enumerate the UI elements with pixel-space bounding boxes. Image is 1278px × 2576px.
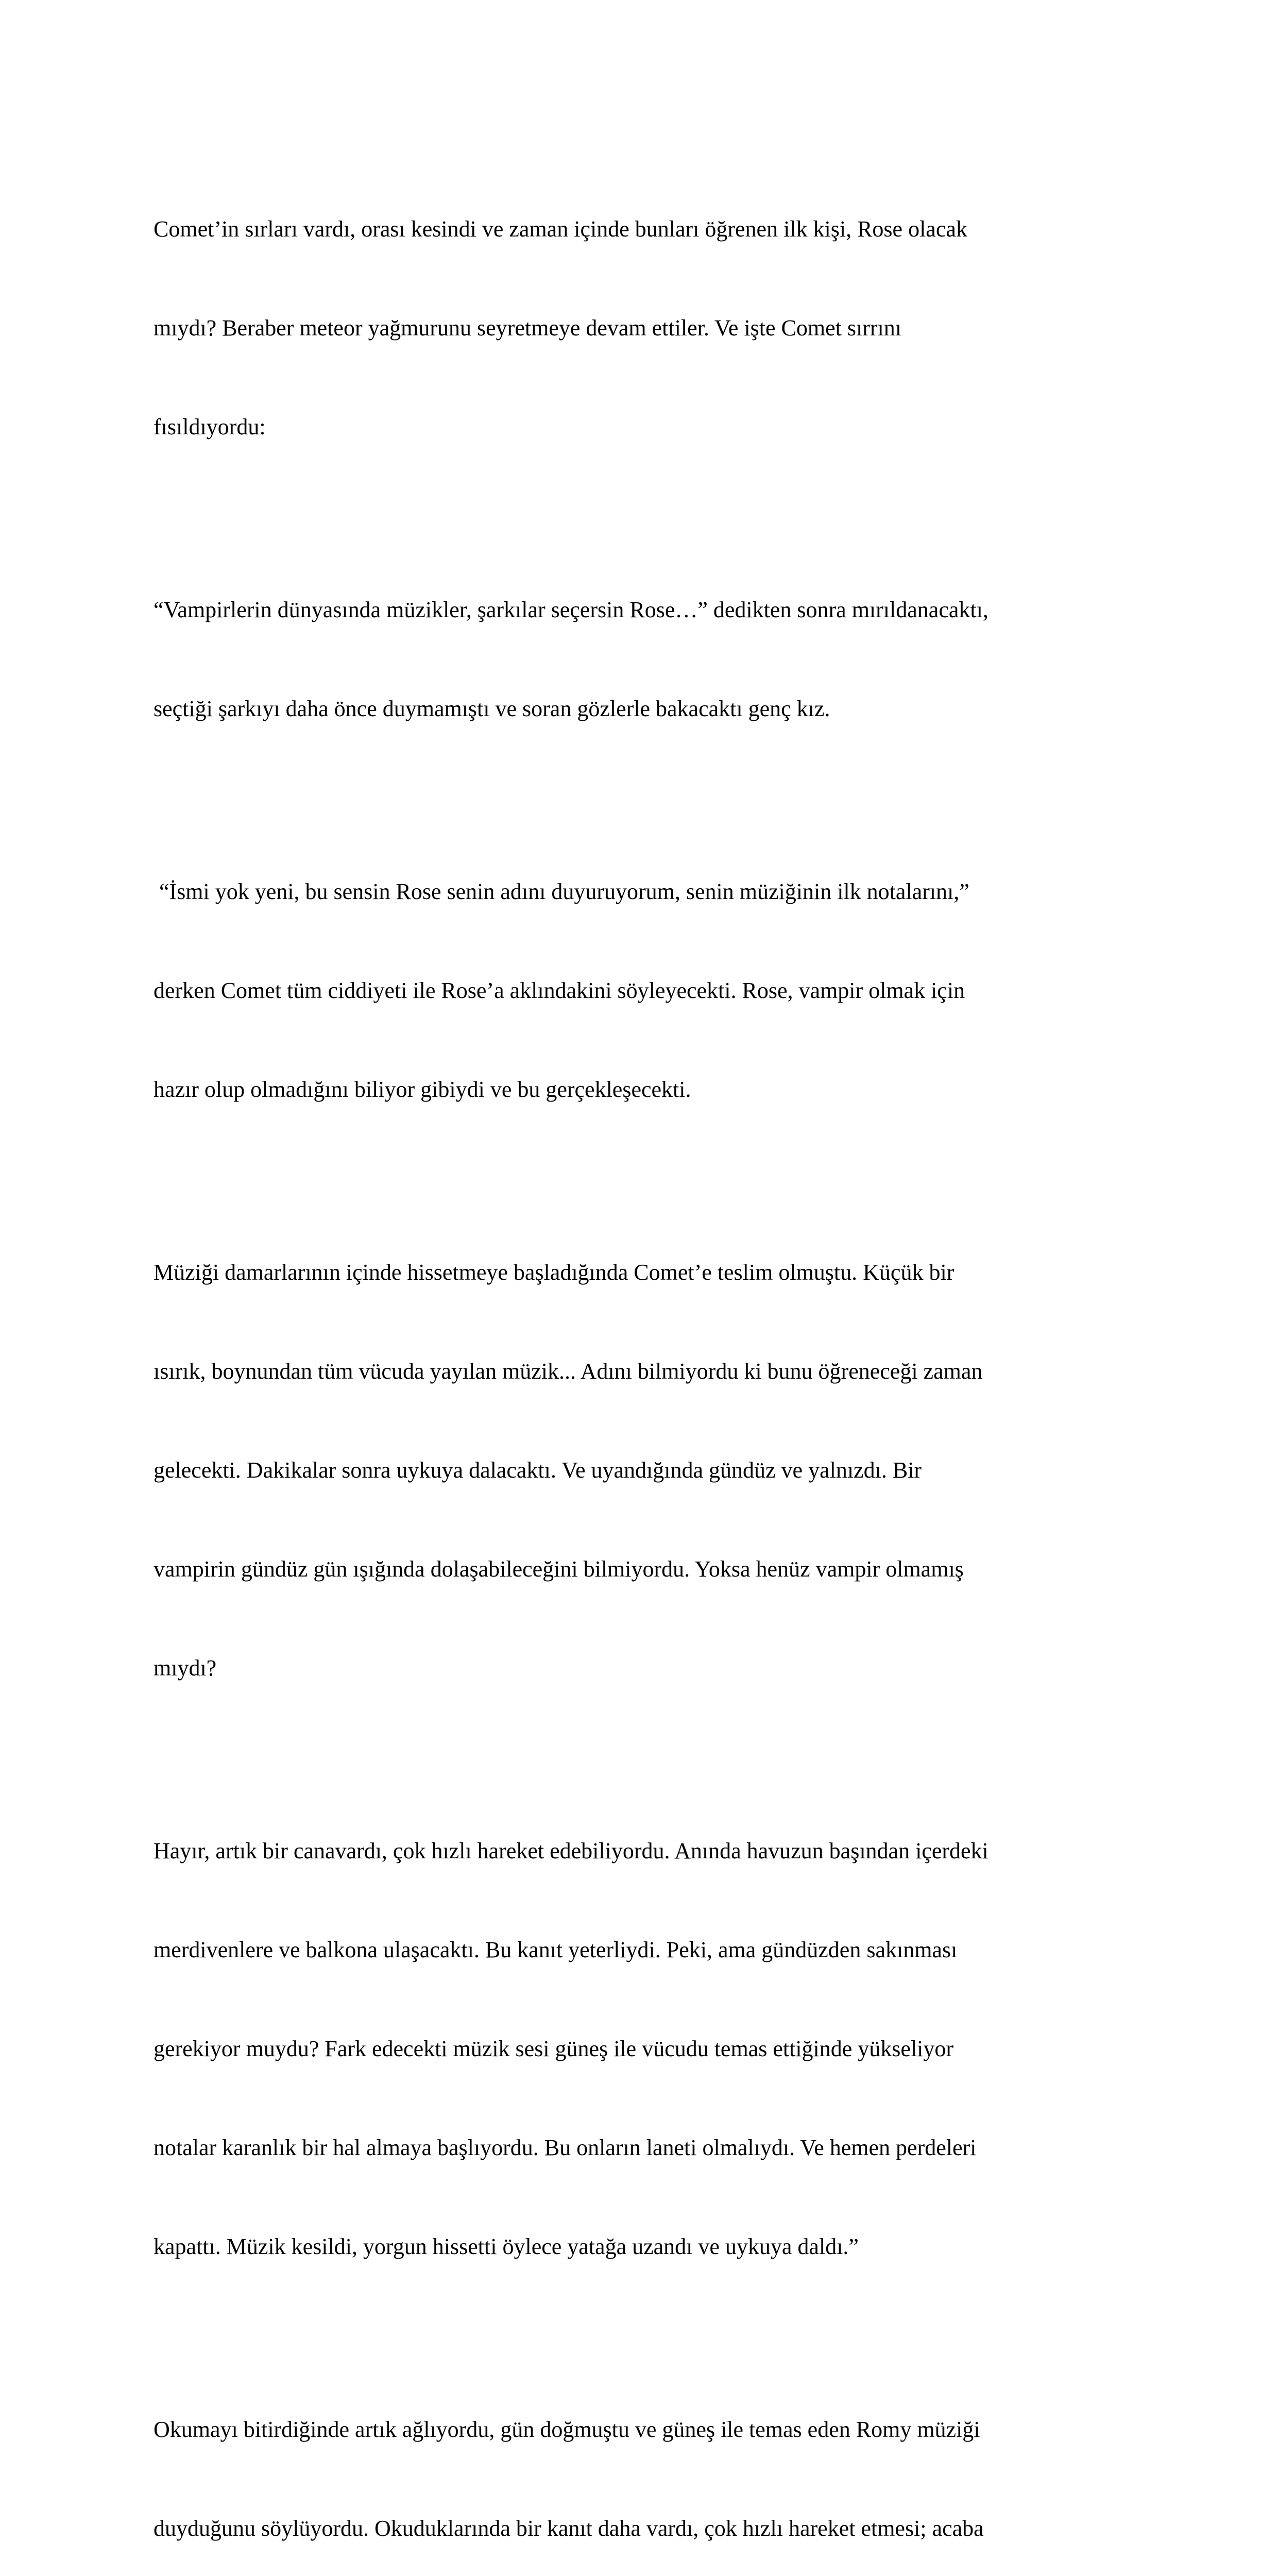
text-line: ısırık, boynundan tüm vücuda yayılan müzik... Adını bilmiyordu ki bunu öğreneceği zaman [154, 1359, 983, 1384]
paragraph [154, 809, 1163, 1172]
text-line: kapattı. Müzik kesildi, yorgun hissetti öylece yatağa uzandı ve uykuya daldı.” [154, 2234, 859, 2259]
text-line: duyduğunu söylüyordu. Okuduklarında bir kanıt daha vardı, çok hızlı hareket etmesi; acaba [154, 2516, 984, 2541]
text-line: gerekiyor muydu? Fark edecekti müzik sesi güneş ile vücudu temas ettiğinde yükseliyor [154, 2036, 954, 2061]
text-line: gelecekti. Dakikalar sonra uykuya dalacaktı. Ve uyandığında gündüz ve yalnızdı. Bir [154, 1458, 922, 1483]
text-line: hazır olup olmadığını biliyor gibiydi ve bu gerçekleşecekti. [154, 1077, 691, 1102]
paragraph [154, 1769, 1163, 2329]
text-line: “İsmi yok yeni, bu sensin Rose senin adını duyuruyorum, senin müziğinin ilk notalarını,” [154, 879, 969, 904]
text-line: Müziği damarlarının içinde hissetmeye başladığında Comet’e teslim olmuştu. Küçük bir [154, 1260, 955, 1285]
text-line: Comet’in sırları vardı, orası kesindi ve zaman içinde bunları öğrenen ilk kişi, Rose olacak [154, 216, 967, 242]
text-line: mıydı? Beraber meteor yağmurunu seyretmeye devam ettiler. Ve işte Comet sırrını [154, 315, 901, 341]
text-line: Okumayı bitirdiğinde artık ağlıyordu, gün doğmuştu ve güneş ile temas eden Romy müziği [154, 2417, 980, 2442]
text-line: mıydı? [154, 1655, 217, 1681]
text-line: merdivenlere ve balkona ulaşacaktı. Bu kanıt yeterliydi. Peki, ama gündüzden sakınması [154, 1937, 958, 1962]
document-body [154, 147, 1163, 2576]
text-line: notalar karanlık bir hal almaya başlıyordu. Bu onların laneti olmalıydı. Ve hemen perdeleri [154, 2135, 977, 2160]
text-line: Hayır, artık bir canavardı, çok hızlı hareket edebiliyordu. Anında havuzun başından içerdeki [154, 1838, 989, 1863]
paragraph [154, 1190, 1163, 1751]
paragraph [154, 2347, 1163, 2576]
paragraph [154, 147, 1163, 510]
text-line: fısıldıyordu: [154, 414, 266, 439]
paragraph [154, 528, 1163, 791]
text-line: “Vampirlerin dünyasında müzikler, şarkılar seçersin Rose…” dedikten sonra mırıldanacaktı, [154, 597, 989, 622]
text-line: vampirin gündüz gün ışığında dolaşabileceğini bilmiyordu. Yoksa henüz vampir olmamış [154, 1556, 964, 1582]
text-line: seçtiği şarkıyı daha önce duymamıştı ve soran gözlerle bakacaktı genç kız. [154, 696, 830, 721]
text-line: derken Comet tüm ciddiyeti ile Rose’a aklındakini söyleyecekti. Rose, vampir olmak için [154, 978, 965, 1003]
